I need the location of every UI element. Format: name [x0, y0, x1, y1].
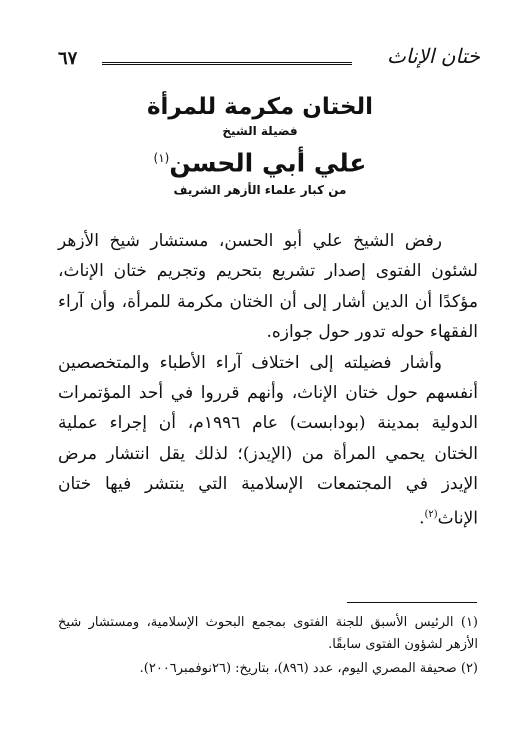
- article-body: [58, 226, 478, 534]
- author-name: [60, 140, 460, 181]
- author-name-text: علي أبي الحسن: [169, 148, 367, 178]
- footnotes: [58, 612, 478, 682]
- header-rule: [102, 62, 352, 65]
- footnote-label: (١): [460, 615, 478, 630]
- running-title: ختان الإناث: [387, 44, 480, 68]
- footnote-text: صحيفة المصري اليوم، عدد (٨٩٦)، بتاريخ: (٢٦نوفمبر٢٠٠٦).: [139, 661, 457, 676]
- paragraph-text: وأشار فضيلته إلى اختلاف آراء الأطباء والمتخصصين أنفسهم حول ختان الإناث، وأنهم قرروا في أحد المؤتمرات الدولية بمدينة (بودابست) عام ١٩٩٦م، أن إجراء عملية الختان يحمي المرأة من (الإيدز)؛ لذلك يقل انتشار مرض الإيدز في المجتمعات الإسلامية التي ينتشر فيها ختان الإناث: [58, 352, 478, 529]
- paragraph: [58, 348, 478, 534]
- footnote-divider: [347, 602, 477, 603]
- page-number: ٦٧: [58, 48, 78, 69]
- footnote-ref-1: (١): [153, 151, 170, 165]
- paragraph-end: .: [419, 508, 425, 529]
- honorific: فضيلة الشيخ: [222, 124, 298, 138]
- article-title: الختان مكرمة للمرأة: [146, 94, 374, 120]
- footnote-text: الرئيس الأسبق للجنة الفتوى بمجمع البحوث الإسلامية، ومستشار شيخ الأزهر لشؤون الفتوى سابقًا.: [58, 615, 478, 652]
- running-header: [58, 42, 480, 78]
- footnote: [58, 612, 478, 656]
- author-affiliation: من كبار علماء الأزهر الشريف: [173, 183, 347, 198]
- footnote: [58, 658, 478, 680]
- paragraph: رفض الشيخ علي أبو الحسن، مستشار شيخ الأزهر لشئون الفتوى إصدار تشريع بتحريم وتجريم ختان الإناث، مؤكدًا أن الدين أشار إلى أن الختان مكرمة للمرأة، وأن آراء الفقهاء حوله تدور حول جوازه.: [58, 231, 478, 343]
- article-title-block: [60, 92, 460, 199]
- footnote-label: (٢): [460, 661, 478, 676]
- footnote-ref-2: (٢): [424, 508, 438, 520]
